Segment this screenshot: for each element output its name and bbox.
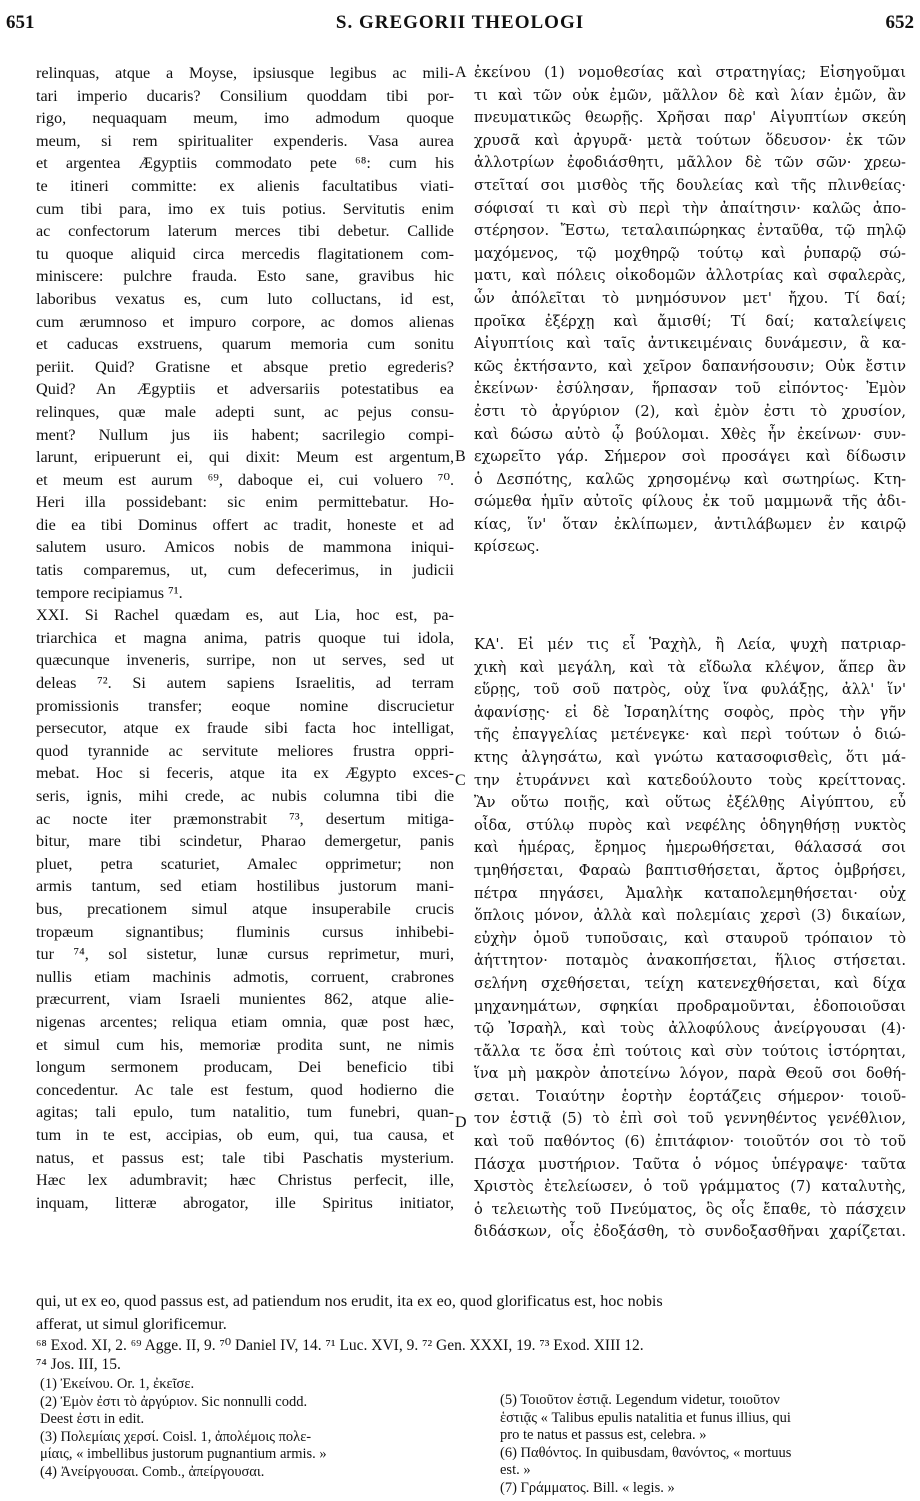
greek-text-line: Πάσχα μυστήριον. Ταῦτα ὁ νόμος ὑπέγραψε· ταῦτα [474,1155,906,1173]
latin-text-line: bitur, mare tibi scindetur, Pharao demergetur, panis [36,832,454,851]
greek-text-line: μηχανημάτων, σφηκίαι προδραμοῦνται, ἐδοποιοῦσαι [474,997,906,1015]
greek-text-line: κτης ἀλγησάτω, καὶ γνώτω κατασοφισθεὶς, ὅτι μά- [474,748,906,766]
latin-text-line: natus, et passus est; tale tibi Paschatis mysterium. [36,1148,454,1167]
page-number-right: 652 [885,12,914,33]
latin-text-line: seris, ignis, mihi crede, ac nubis columna tibi die [36,787,454,805]
latin-text-line: quod tyrannide ac servitute meliores frustra oppri- [36,741,454,760]
latin-text-line: et caducas exstruens, quarum memoria cum sonitu [36,335,454,354]
latin-column [36,62,454,1214]
greek-column-upper [474,62,906,559]
latin-text-line: ac nocte iter præmonstrabit ⁷³, desertum mitiga- [36,809,454,828]
greek-text-line: καὶ τοῦ παθόντος (6) ἐπιτάφιον· τοιοῦτόν σοι τὸ τοῦ [474,1133,906,1151]
greek-text-line: την ἐτυράννει καὶ κατεδούλουτο τοὺς κρείττονας. [474,771,906,789]
latin-text-line: nigenas arcentes; reliqua etiam omnia, quæ post hæc, [36,1012,454,1031]
reference-line: ⁷⁴ Jos. III, 15. [36,1356,121,1373]
latin-text-line: armis tantum, sed etiam hostilibus justorum mani- [36,877,454,896]
latin-text-line: laboribus vexatus es, cum luto colluctans, id est, [36,289,454,308]
latin-text-line: die ea tibi Dominus offert ac tradit, honeste et ad [36,515,454,534]
latin-text-line: et argentea Ægyptiis commodato pete ⁶⁸: cum his [36,154,454,173]
latin-text-line: persecutor, atque ex fraude sibi facta hoc intelligat, [36,719,454,738]
greek-text-line: Αἰγυπτίοις καὶ ταῖς ἀντικειμέναις δυνάμεσιν, ἃ κα- [474,335,906,353]
greek-text-line: τῷ Ἰσραὴλ, καὶ τοὺς ἀλλοφύλους ἀνείργουσαι (4)· [474,1020,906,1038]
latin-text-line: nullis etiam machinis admotis, corruent, crabrones [36,967,454,986]
greek-text-line: σελήνη σχεθήσεται, τείχη κατενεχθήσεται, καὶ δίχα [474,974,906,992]
greek-text-line: χικὴ καὶ μεγάλη, καὶ τὰ εἴδωλα κλέψον, ἅπερ ἂν [474,658,906,676]
section-marker-d: D [455,1114,467,1131]
latin-text-line: te itineri committe: ex alienis facultatibus viati- [36,176,454,195]
greek-text-line: προῖκα ἐξέρχῃ καὶ ἄμισθί; Τί δαί; καταλείψεις [474,312,906,330]
greek-text-line: καὶ ἡμέρας, ἔρημος ἡμερωθήσεται, θάλασσά σοι [474,839,906,857]
latin-text-line: inquam, litteræ abrogator, ille Spiritus initiator, [36,1193,454,1212]
section-marker-c: C [455,772,466,789]
reference-line: ⁶⁸ Exod. XI, 2. ⁶⁹ Agge. II, 9. ⁷⁰ Daniel IV, 14. ⁷¹ Luc. XVI, 9. ⁷² Gen. XXXI, 19. ⁷³ Exod. XIII 12. [36,1337,644,1354]
latin-text-line: XXI. Si Rachel quædam es, aut Lia, hoc est, pa- [36,606,454,625]
latin-text-line: triarchica et magna anima, patris quoque tui idola, [36,628,454,647]
latin-text-line: larunt, eripuerunt ei, qui dixit: Meum est argentum, [36,448,454,467]
greek-text-line: σεται. Τοιαύτην ἑορτὴν ἑορτάζεις σήμερον· τοιοῦ- [474,1087,906,1105]
greek-text-line: ἐστι τὸ ἀργύριον (2), καὶ ἐμὸν ἐστι τὸ χρυσίον, [474,402,906,420]
latin-text-line: longum sermonem producam, Dei beneficio tibi [36,1058,454,1077]
greek-text-line: χρυσᾶ καὶ ἀργυρᾶ· μετὰ τούτων ὅδευσον· ἐκ τῶν [474,131,906,149]
latin-text-line: Quid? An Ægyptiis et adversariis potestatibus ea [36,380,454,399]
latin-text-line: et simul cum his, memoriæ prodita sunt, ne nimis [36,1035,454,1054]
greek-text-line: ἀφανίσῃς· εἰ δὲ Ἰσραηλίτης σοφὸς, πρὸς τὴν γῆν [474,703,906,721]
greek-text-line: ἐκείνων· ἐσύλησαν, ἥρπασαν τοῦ εἰπόντος· Ἐμὸν [474,380,906,398]
closing-text [36,1290,906,1335]
greek-text-line: σώμεθα ἡμῖν αὐτοῖς φίλους ἐκ τοῦ μαμμωνᾶ τῆς ἀδι- [474,493,906,511]
latin-text-line: cum tibi para, imo ex tuis potius. Servitutis enim [36,199,454,218]
latin-text-line: præcurrent, viam Israeli munientes 862, atque alie- [36,990,454,1009]
greek-text-line: Χριστὸς ἐτελείωσεν, ὁ τοῦ γράμματος (7) καταλυτὴς, [474,1178,906,1196]
footnote-line: (1) Ἐκείνου. Or. 1, ἐκεῖσε. [40,1376,195,1392]
greek-text-line: διδάσκων, οἷς ἐδοξάσθη, τὸ συνδοξασθῆναι χαρίζεται. [474,1223,906,1241]
latin-text-line: tatis comparemus, ut, cum defecerimus, in judicii [36,561,454,580]
greek-text-line: εὕρῃς, τοῦ σοῦ πατρὸς, οὐχ ἵνα φυλάξῃς, ἀλλ' ἵν' [474,681,906,699]
page-header [0,12,920,40]
greek-text-line: κρίσεως. [474,538,540,556]
greek-text-line: τἄλλα τε ὅσα ἐπὶ τούτοις καὶ σὺν τούτοις ἱστόρηται, [474,1042,906,1060]
latin-text-line: tum in te est, accipias, ob eum, qui, tua causa, et [36,1125,454,1144]
latin-text-line: tropæum signantibus; fluminis cursus inhibebi- [36,922,454,941]
greek-text-line: στέρησον. Ἔστω, τεταλαιπώρηκας ἐνταῦθα, τῷ πηλῷ [474,222,906,240]
latin-text-line: pluet, petra scaturiet, Amalec opprimetur; non [36,854,454,873]
greek-text-line: τμηθήσεται, Φαραὼ βαπτισθήσεται, ἄρτος ὀμβρήσει, [474,861,906,879]
greek-text-line: ὧν ἀπόλεῖται τὸ μνημόσυνον μετ' ἤχου. Τί δαί; [474,289,906,307]
greek-text-line: ἀήττητον· ποταμὸς ἀνακοπήσεται, ἥλιος στήσεται. [474,952,906,970]
greek-text-line: στεῖταί σοι μισθὸς τῆς δουλείας καὶ τῆς πλινθείας· [474,176,906,194]
greek-text-line: καὶ δώσω αὐτὸ ᾧ βούλομαι. Χθὲς ἦν ἐκείνων· συν- [474,425,906,443]
footnote-line: est. » [500,1462,531,1478]
latin-text-line: et meum est aurum ⁶⁹, daboque ei, cui voluero ⁷⁰. [36,470,454,489]
latin-text-line: miniscere: pulchre frauda. Esto sane, gravibus hic [36,267,454,286]
greek-text-line: ὁ τελειωτὴς τοῦ Πνεύματος, ὃς οἷς ἔπαθε, τὸ πάσχειν [474,1200,906,1218]
footnote-line: (2) Ἐμὸν ἐστι τὸ ἀργύριον. Sic nonnulli codd. [40,1393,308,1410]
footnotes-left [40,1376,470,1481]
greek-text-line: ὁ Δεσπότης, καλῶς χρησομένῳ καὶ σωτηρίως. Κτη- [474,470,906,488]
latin-text-line: ac confectorum laterum merces tibi debetur. Callide [36,222,454,241]
footnote-line: μίαις, « imbellibus justorum pugnantium armis. » [40,1446,327,1462]
latin-text-line: Heri illa possidebant: sic enim permittebatur. Ho- [36,493,454,512]
footnote-line: (6) Παθόντος. In quibusdam, θανόντος, « mortuus [500,1444,792,1461]
page-number-left: 651 [6,12,35,33]
latin-text-line: ment? Nullum jus iis habent; sacrilegio compi- [36,425,454,444]
section-marker-b: B [455,448,466,465]
greek-text-line: σόφισαί τι καὶ σὺ περὶ τὴν ἀπαίτησιν· καλῶς ἀπο- [474,199,906,217]
latin-text-line: tari imperio ducaris? Consilium quoddam tibi por- [36,86,454,105]
greek-text-line: ΚΑ'. Εἰ μέν τις εἶ Ῥαχὴλ, ἢ Λεία, ψυχὴ πατριαρ- [474,636,906,653]
latin-text-line: agitas; tali epulo, tum natalitio, tum funebri, quan- [36,1103,454,1122]
greek-text-line: εὐχὴν ὁμοῦ τυποῦσαις, καὶ σταυροῦ τρόπαιον τὸ [474,929,906,947]
greek-text-line: ὅπλοις μόνον, ἀλλὰ καὶ πολεμίαις χερσὶ (3) δικαίων, [474,907,906,925]
greek-text-line: κίας, ἵν' ὅταν ἐκλίπωμεν, ἀντιλάβωμεν ἐν καιρῷ [474,515,906,533]
greek-text-line: τον ἑστιᾷ (5) τὸ ἐπὶ σοὶ τοῦ γεννηθέντος γενέθλιον, [474,1110,906,1128]
latin-text-line: deleas ⁷². Si autem sapiens Israelitis, ad terram [36,674,454,693]
latin-text-line: salutem usuro. Amicos nobis de mammona iniqui- [36,538,454,557]
greek-text-line: πνευματικῶς θεωρῇς. Χρῆσαι παρ' Αἰγυπτίων σκεύη [474,109,906,127]
greek-text-line: εχωρεῖτο γάρ. Σήμερον σοὶ προσάγει καὶ δίδωσιν [474,448,906,466]
latin-text-line: quæcunque inveneris, surripe, non ut serves, sed ut [36,651,454,670]
latin-text-line: relinquas, atque a Moyse, ipsiusque legibus ac mili- [36,64,454,82]
scripture-references [36,1336,906,1374]
closing-text-line: afferat, ut simul glorificemur. [36,1314,227,1333]
footnote-line: Deest ἐστι in edit. [40,1411,145,1427]
greek-text-line: τι καὶ τῶν οὐκ ἐμῶν, μᾶλλον δὲ καὶ λίαν ἐμῶν, ἂν [474,86,906,104]
latin-text-line: cum ærumnoso et impuro corpore, ac domos alienas [36,312,454,331]
greek-text-line: μαχόμενος, τῷ μοχθηρῷ τούτῳ καὶ ῥυπαρῷ σώ- [474,244,906,262]
running-title: S. GREGORII THEOLOGI [335,12,585,33]
greek-text-line: ματι, καὶ πόλεις οἰκοδομῶν ἀλλοτρίας καὶ σφαλερὰς, [474,267,906,285]
latin-text-line: relinques, quæ male adepti sunt, ac pejus consu- [36,402,454,421]
latin-text-line: bus, precationem simul atque insuperabile crucis [36,899,454,918]
greek-text-line: ἐκείνου (1) νομοθεσίας καὶ στρατηγίας; Εἰσηγοῦμαι [474,64,906,81]
footnotes-right [500,1392,910,1497]
latin-text-line: rigo, nequaquam meum, imo admodum quoque [36,109,454,128]
latin-text-line: tur ⁷⁴, sol sistetur, lunæ cursus reprimetur, muri, [36,945,454,964]
footnote-line: (5) Τοιοῦτον ἑστιᾷ. Legendum videtur, τοιοῦτον [500,1392,780,1408]
greek-text-line: πέτρα πηγάσει, Ἀμαλὴκ καταπολεμηθήσεται· οὐχ [474,884,906,902]
latin-text-line: tu quoque aliquid circa mercedis flagitationem com- [36,244,454,263]
greek-text-line: Ἂν οὕτω ποιῇς, καὶ οὕτως ἐξέλθῃς Αἰγύπτου, εὖ [474,794,906,812]
greek-column-lower [474,634,906,1244]
section-marker-a: A [455,64,467,81]
greek-text-line: ἵνα μὴ μακρὸν ἀποτείνω λόγον, παρὰ Θεοῦ σοι δοθή- [474,1065,906,1083]
latin-text-line: tempore recipiamus ⁷¹. [36,583,183,602]
latin-text-line: Hæc lex adumbravit; hæc Christus perfecit, ille, [36,1171,454,1190]
footnote-line: (3) Πολεμίαις χερσί. Coisl. 1, ἀπολέμοις πολε- [40,1428,312,1445]
footnote-line: (4) Ἀνείργουσαι. Comb., ἀπείργουσαι. [40,1463,265,1480]
latin-text-line: promissionis transfer; eoque nomine discrucietur [36,696,454,715]
footnote-line: (7) Γράμματος. Bill. « legis. » [500,1479,675,1496]
footnote-line: pro te natus et passus est, celebra. » [500,1427,707,1443]
greek-text-line: οἶδα, στύλῳ πυρὸς καὶ νεφέλης ὁδηγηθήσῃ νυκτὸς [474,816,906,834]
greek-text-line: κῶς ἐκτήσαντο, καὶ χεῖρον δαπανήσουσιν; Οὐκ ἔστιν [474,357,906,375]
latin-text-line: periit. Quid? Gratisne et absque pretio egrederis? [36,357,454,376]
closing-text-line: qui, ut ex eo, quod passus est, ad patiendum nos erudit, ita ex eo, quod glorificatus est, hoc nobis [36,1292,663,1310]
latin-text-line: mebat. Hoc si feceris, atque ita ex Ægypto exces- [36,764,454,783]
footnote-line: ἑστιᾷς « Talibus epulis natalitia et funus illius, qui [500,1409,791,1426]
latin-text-line: meum, si rem spiritualiter expenderis. Vasa aurea [36,131,454,150]
latin-text-line: concedentur. Ac tale est festum, quod hodierno die [36,1080,454,1099]
greek-text-line: ἀλλοτρίων ἐφοδιάσθητι, μᾶλλον δὲ τῶν σῶν· χρεω- [474,154,906,172]
greek-text-line: τῆς ἐπαγγελίας μετένεγκε· καὶ περὶ τούτων ὁ διώ- [474,726,906,744]
